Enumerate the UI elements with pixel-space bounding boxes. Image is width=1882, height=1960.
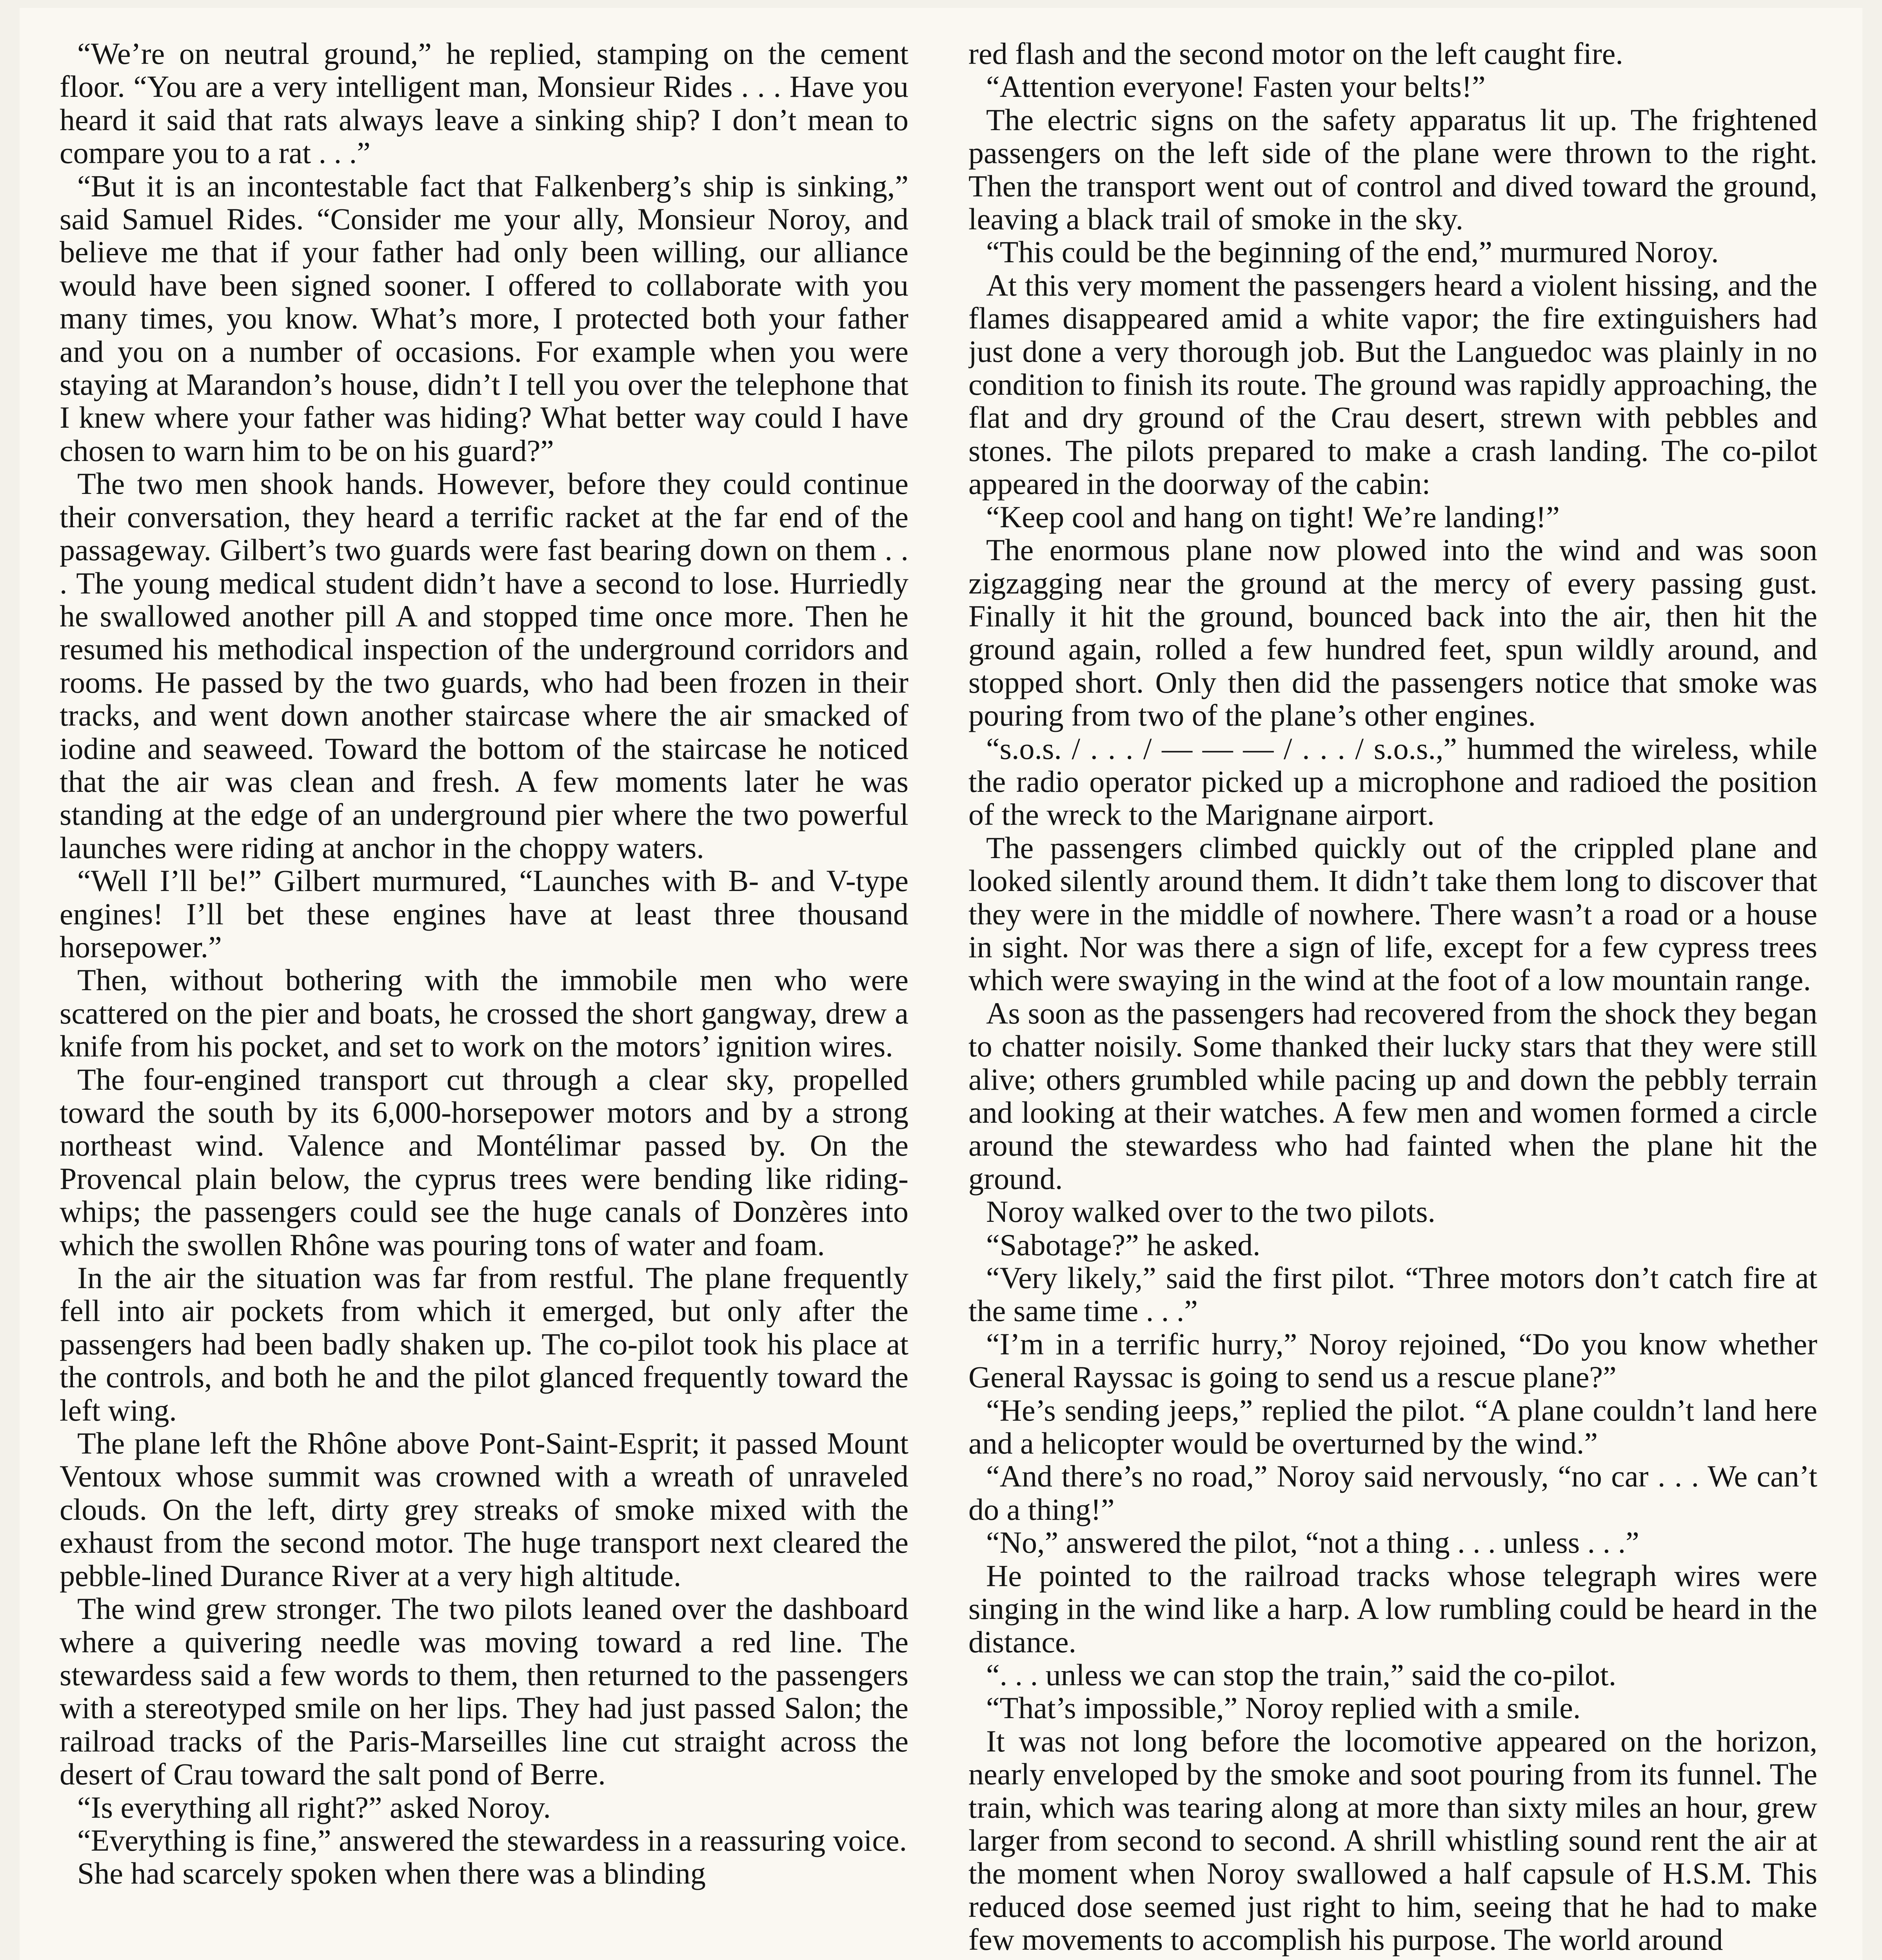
paragraph: “Keep cool and hang on tight! We’re landing!” (986, 499, 1560, 534)
paragraph: “Very likely,” said the first pilot. “Three motors don’t catch fire at the same time . . .” (968, 1261, 1817, 1328)
paragraph: “s.o.s. / . . . / — — — / . . . / s.o.s.,” hummed the wireless, while the radio operator picked up a microphone and radioed the position of the wreck to the Marignane airport. (968, 731, 1817, 832)
paragraph: “Well I’ll be!” Gilbert murmured, “Launches with B- and V-type engines! I’ll bet these engines have at least three thousand horsepower.” (60, 864, 908, 964)
paragraph: The passengers climbed quickly out of the crippled plane and looked silently around them. It didn’t take them long to discover that they were in the middle of nowhere. There wasn’t a road or a house in sight. Nor was there a sign of life, except for a few cypress trees which were swaying in the wind at the foot of a low mountain range. (968, 830, 1817, 997)
paragraph: The enormous plane now plowed into the wind and was soon zigzagging near the ground at the mercy of every passing gust. Finally it hit the ground, bounced back into the air, then hit the ground again, rolled a few hundred feet, spun wildly around, and stopped short. Only then did the passengers notice that smoke was pouring from two of the plane’s other engines. (968, 533, 1817, 733)
paragraph: “We’re on neutral ground,” he replied, stamping on the cement floor. “You are a very intelligent man, Monsieur Rides . . . Have you heard it said that rats always leave a sinking ship? I don’t mean to compare you to a rat . . .” (60, 37, 908, 170)
paragraph: The four-engined transport cut through a clear sky, propelled toward the south by its 6,000-horsepower motors and by a strong northeast wind. Valence and Montélimar passed by. On the Provencal plain below, the cyprus trees were bending like riding-whips; the passengers could see the huge canals of Donzères into which the swollen Rhône was pouring tons of water and foam. (60, 1062, 908, 1262)
paragraph: She had scarcely spoken when there was a blinding (77, 1856, 706, 1891)
paragraph: “Attention everyone! Fasten your belts!” (986, 69, 1486, 104)
paragraph: “No,” answered the pilot, “not a thing . . . unless . . .” (986, 1525, 1639, 1560)
paragraph: “But it is an incontestable fact that Falkenberg’s ship is sinking,” said Samuel Rides. “Consider me your ally, Monsieur Noroy, and believe me that if your father had only been willing, our alliance would have been signed sooner. I offered to collaborate with you many times, you know. What’s more, I protected both your father and you on a number of occasions. For example when you were staying at Marandon’s house, didn’t I tell you over the telephone that I knew where your father was hiding? What better way could I have chosen to warn him to be on his guard?” (60, 169, 908, 468)
paragraph: “And there’s no road,” Noroy said nervously, “no car . . . We can’t do a thing!” (968, 1459, 1817, 1526)
paragraph: He pointed to the railroad tracks whose telegraph wires were singing in the wind like a harp. A low rumbling could be heard in the distance. (968, 1558, 1817, 1659)
paragraph: Noroy walked over to the two pilots. (986, 1194, 1435, 1229)
paragraph: At this very moment the passengers heard a violent hissing, and the flames disappeared amid a white vapor; the fire extinguishers had just done a very thorough job. But the Languedoc was plainly in no condition to finish its route. The ground was rapidly approaching, the flat and dry ground of the Crau desert, strewn with pebbles and stones. The pilots prepared to make a crash landing. The co-pilot appeared in the doorway of the cabin: (968, 268, 1817, 501)
paragraph: “He’s sending jeeps,” replied the pilot. “A plane couldn’t land here and a helicopter would be overturned by the wind.” (968, 1393, 1817, 1461)
paragraph: “. . . unless we can stop the train,” said the co-pilot. (986, 1657, 1617, 1692)
left-text-column (60, 37, 908, 1960)
paragraph: red flash and the second motor on the left caught fire. (968, 37, 1623, 71)
paragraph: The electric signs on the safety apparatus lit up. The frightened passengers on the left side of the plane were thrown to the right. Then the transport went out of control and dived toward the ground, leaving a black trail of smoke in the sky. (968, 102, 1817, 236)
paragraph: “Is everything all right?” asked Noroy. (77, 1790, 551, 1824)
paragraph: The two men shook hands. However, before they could continue their conversation, they heard a terrific racket at the far end of the passageway. Gilbert’s two guards were fast bearing down on them . . . The young medical student didn’t have a second to lose. Hurriedly he swallowed another pill A and stopped time once more. Then he resumed his methodical inspection of the underground corridors and rooms. He passed by the two guards, who had been frozen in their tracks, and went down another staircase where the air smacked of iodine and seaweed. Toward the bottom of the staircase he noticed that the air was clean and fresh. A few moments later he was standing at the edge of an underground pier where the two powerful launches were riding at anchor in the choppy waters. (60, 466, 908, 865)
paragraph: It was not long before the locomotive appeared on the horizon, nearly enveloped by the smoke and soot pouring from its funnel. The train, which was tearing along at more than sixty miles an hour, grew larger from second to second. A shrill whistling sound rent the air at the moment when Noroy swallowed a half capsule of H.S.M. This reduced dose seemed just right to him, seeing that he had to make few movements to accomplish his purpose. The world around (968, 1724, 1817, 1957)
paragraph: The wind grew stronger. The two pilots leaned over the dashboard where a quivering needle was moving toward a red line. The stewardess said a few words to them, then returned to the passengers with a stereotyped smile on her lips. They had just passed Salon; the railroad tracks of the Paris-Marseilles line cut straight across the desert of Crau toward the salt pond of Berre. (60, 1592, 908, 1791)
right-text-column (968, 37, 1817, 1960)
paragraph: Then, without bothering with the immobile men who were scattered on the pier and boats, he crossed the short gangway, drew a knife from his pocket, and set to work on the motors’ ignition wires. (60, 963, 908, 1063)
paragraph: “This could be the beginning of the end,” murmured Noroy. (986, 235, 1719, 269)
paragraph: “That’s impossible,” Noroy replied with a smile. (986, 1691, 1581, 1725)
paragraph: In the air the situation was far from restful. The plane frequently fell into air pockets from which it emerged, but only after the passengers had been badly shaken up. The co-pilot took his place at the controls, and both he and the pilot glanced frequently toward the left wing. (60, 1261, 908, 1427)
paragraph: “Everything is fine,” answered the stewardess in a reassuring voice. (77, 1823, 907, 1857)
paragraph: “I’m in a terrific hurry,” Noroy rejoined, “Do you know whether General Rayssac is going to send us a rescue plane?” (968, 1327, 1817, 1394)
paragraph: As soon as the passengers had recovered from the shock they began to chatter noisily. Some thanked their lucky stars that they were still alive; others grumbled while pacing up and down the pebbly terrain and looking at their watches. A few men and women formed a circle around the stewardess who had fainted when the plane hit the ground. (968, 996, 1817, 1196)
paragraph: The plane left the Rhône above Pont-Saint-Esprit; it passed Mount Ventoux whose summit was crowned with a wreath of unraveled clouds. On the left, dirty grey streaks of smoke mixed with the exhaust from the second motor. The huge transport next cleared the pebble-lined Durance River at a very high altitude. (60, 1426, 908, 1593)
paragraph: “Sabotage?” he asked. (986, 1227, 1261, 1262)
